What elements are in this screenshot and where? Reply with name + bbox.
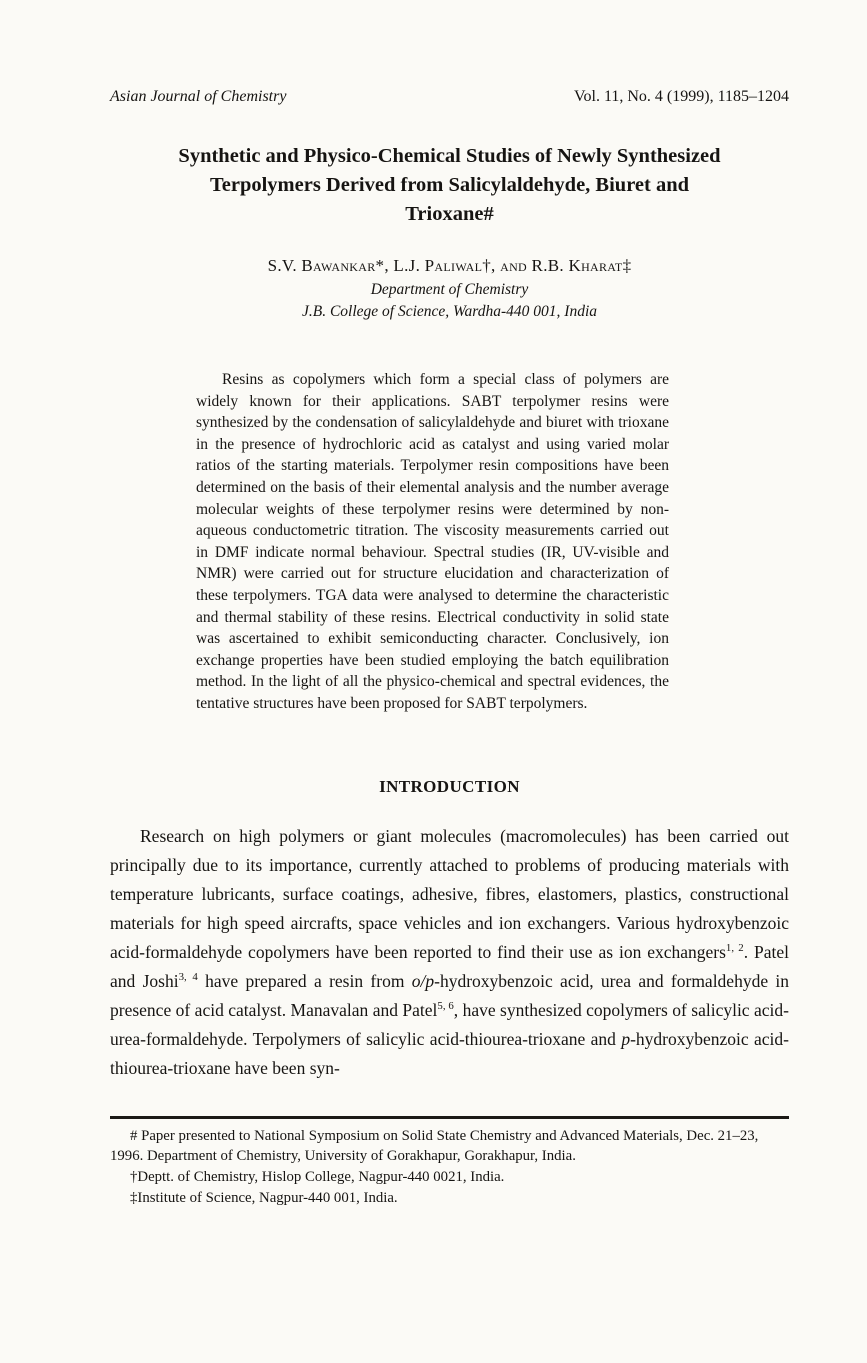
journal-name: Asian Journal of Chemistry bbox=[110, 88, 287, 105]
footnote-dagger-affiliation: †Deptt. of Chemistry, Hislop College, Nagpur-440 0021, India. bbox=[130, 1169, 505, 1186]
affiliation-block bbox=[110, 279, 789, 323]
footnote-divider bbox=[110, 1116, 789, 1119]
journal-issue-info: Vol. 11, No. 4 (1999), 1185–1204 bbox=[574, 88, 789, 105]
journal-header bbox=[110, 88, 789, 106]
paper-title-line-2: Terpolymers Derived from Salicylaldehyde, Biuret and bbox=[209, 174, 690, 196]
footnote-symposium: # Paper presented to National Symposium on Solid State Chemistry and Advanced Materials, Dec. 21–23, 1996. Department of Chemistry, University of Gorakhapur, Gorakhapur, India. bbox=[110, 1127, 759, 1165]
affiliation-department: Department of Chemistry bbox=[370, 281, 529, 298]
section-heading-introduction: INTRODUCTION bbox=[379, 776, 520, 796]
authors-line: S.V. Bawankar*, L.J. Paliwal†, and R.B. Kharat‡ bbox=[267, 256, 632, 275]
abstract-paragraph: Resins as copolymers which form a special class of polymers are widely known for their applications. SABT terpolymer resins were synthesized by the condensation of salicylaldehyde and biuret with trioxane in the presence of hydrochloric acid as catalyst and using varied molar ratios of the starting materials. Terpolymer resin compositions have been determined on the basis of their elemental analysis and the number average molecular weights of these terpolymer resins were determined by non-aqueous conductometric titration. The viscosity measurements carried out in DMF indicate normal behaviour. Spectral studies (IR, UV-visible and NMR) were carried out for structure elucidation and characterization of these terpolymers. TGA data were analysed to determine the characteristic and thermal stability of these resins. Electrical conductivity in solid state was ascertained to exhibit semiconducting character. Conclusively, ion exchange properties have been studied employing the batch equilibration method. In the light of all the physico-chemical and spectral evidences, the tentative structures have been proposed for SABT terpolymers. bbox=[196, 371, 669, 712]
footnote-double-dagger-affiliation: ‡Institute of Science, Nagpur-440 001, India. bbox=[130, 1189, 398, 1206]
introduction-paragraph: Research on high polymers or giant molecules (macromolecules) has been carried out principally due to its importance, currently attached to problems of producing materials with temperature lubricants, surface coatings, adhesive, fibres, elastomers, plastics, constructional materials for high speed aircrafts, space vehicles and ion exchangers. Various hydroxybenzoic acid-formaldehyde copolymers have been reported to find their use as ion exchangers$^{1, 2}$. Patel and Joshi$^{3, 4}$ have prepared a resin from o/p-hydroxybenzoic acid, urea and formaldehyde in presence of acid catalyst. Manavalan and Patel$^{5, 6}$, have synthesized copolymers of salicylic acid-urea-formaldehyde. Terpolymers of salicylic acid-thiourea-trioxane and p-hydroxybenzoic acid-thiourea-trioxane have been syn- bbox=[110, 825, 790, 1078]
paper-title-line-3: Trioxane# bbox=[405, 203, 494, 225]
paper-title-line-1: Synthetic and Physico-Chemical Studies of Newly Synthesized bbox=[178, 145, 721, 167]
paper-title bbox=[110, 142, 789, 229]
footnotes-block bbox=[110, 1126, 789, 1209]
affiliation-institute: J.B. College of Science, Wardha-440 001, India bbox=[301, 303, 597, 320]
